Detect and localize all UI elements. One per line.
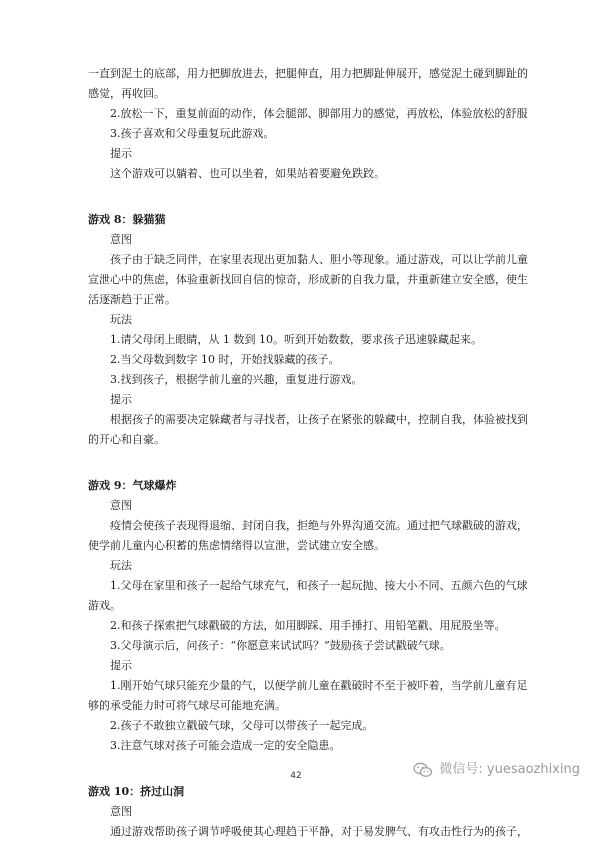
step-text: 1.请父母闭上眼睛，从 1 数到 10。听到开始数数，要求孩子迅速躲藏起来。 (110, 333, 482, 346)
step-text: 2.和孩子探索把气球戳破的方法，如用脚踩、用手捶打、用铅笔戳、用屁股坐等。 (110, 619, 506, 632)
watermark-text: 微信号: yuesaozhixing (439, 762, 580, 777)
subheading-play: 玩法 (110, 313, 132, 326)
section-title: 游戏 10：挤过山洞 (88, 785, 185, 798)
body-text: 一直到泥土的底部，用力把脚放进去，把腿伸直，用力把脚趾伸展开，感觉泥土碰到脚趾的 (88, 67, 528, 80)
step-text: 2.放松一下，重复前面的动作，体会腿部、脚部用力的感觉，再放松，体验放松的舒服 (110, 107, 528, 120)
step-text: 3.孩子喜欢和父母重复玩此游戏。 (110, 127, 275, 140)
tip-text: 3.注意气球对孩子可能会造成一定的安全隐患。 (110, 739, 341, 752)
body-text: 活逐渐趋于正常。 (88, 293, 176, 306)
game-9-section (88, 476, 532, 756)
subheading-intent: 意图 (110, 233, 132, 246)
step-text: 3.找到孩子，根据学前儿童的兴趣，重复进行游戏。 (110, 373, 363, 386)
subheading-play: 玩法 (110, 559, 132, 572)
subheading-tip: 提示 (110, 147, 132, 160)
wechat-icon (413, 762, 433, 778)
body-text: 的开心和自豪。 (88, 433, 165, 446)
body-text: 根据孩子的需要决定躲藏者与寻找者，让孩子在紧张的躲藏中，控制自我，体验被找到 (110, 413, 528, 426)
body-text: 宣泄心中的焦虑，体验重新找回自信的惊奇，形成新的自我力量，并重新建立安全感，使生 (88, 273, 528, 286)
subheading-tip: 提示 (110, 393, 132, 406)
body-text: 感觉，再收回。 (88, 87, 165, 100)
page-number: 42 (290, 771, 302, 781)
subheading-intent: 意图 (110, 499, 132, 512)
intro-section (88, 64, 532, 184)
section-title: 游戏 8：躲猫猫 (88, 213, 166, 226)
body-text: 通过游戏帮助孩子调节呼吸使其心理趋于平静，对于易发脾气、有攻击性行为的孩子， (110, 825, 528, 838)
game-10-section (88, 782, 532, 842)
section-title: 游戏 9：气球爆炸 (88, 479, 177, 492)
body-text: 孩子由于缺乏同伴，在家里表现出更加黏人、胆小等现象。通过游戏，可以让学前儿童 (110, 253, 528, 266)
tip-text: 够的承受能力时可将气球尽可能地充满。 (88, 699, 286, 712)
tip-text: 2.孩子不敢独立戳破气球，父母可以带孩子一起完成。 (110, 719, 374, 732)
tip-text: 1.刚开始气球只能充少量的气，以便学前儿童在戳破时不至于被吓着，当学前儿童有足 (110, 679, 528, 692)
body-text: 使学前儿童内心积蓄的焦虑情绪得以宣泄，尝试建立安全感。 (88, 539, 385, 552)
subheading-tip: 提示 (110, 659, 132, 672)
step-text: 游戏。 (88, 599, 121, 612)
step-text: 3.父母演示后，问孩子：“你愿意来试试吗？”鼓励孩子尝试戳破气球。 (110, 639, 451, 652)
step-text: 1.父母在家里和孩子一起给气球充气，和孩子一起玩抛、接大小不同、五颜六色的气球 (110, 579, 528, 592)
subheading-intent: 意图 (110, 805, 132, 818)
body-text: 这个游戏可以躺着、也可以坐着，如果站着要避免跌跤。 (110, 167, 385, 180)
body-text: 疫情会使孩子表现得退缩、封闭自我，拒绝与外界沟通交流。通过把气球戳破的游戏， (110, 519, 528, 532)
watermark (413, 760, 580, 780)
game-8-section (88, 210, 532, 450)
step-text: 2.当父母数到数字 10 时，开始找躲藏的孩子。 (110, 353, 340, 366)
